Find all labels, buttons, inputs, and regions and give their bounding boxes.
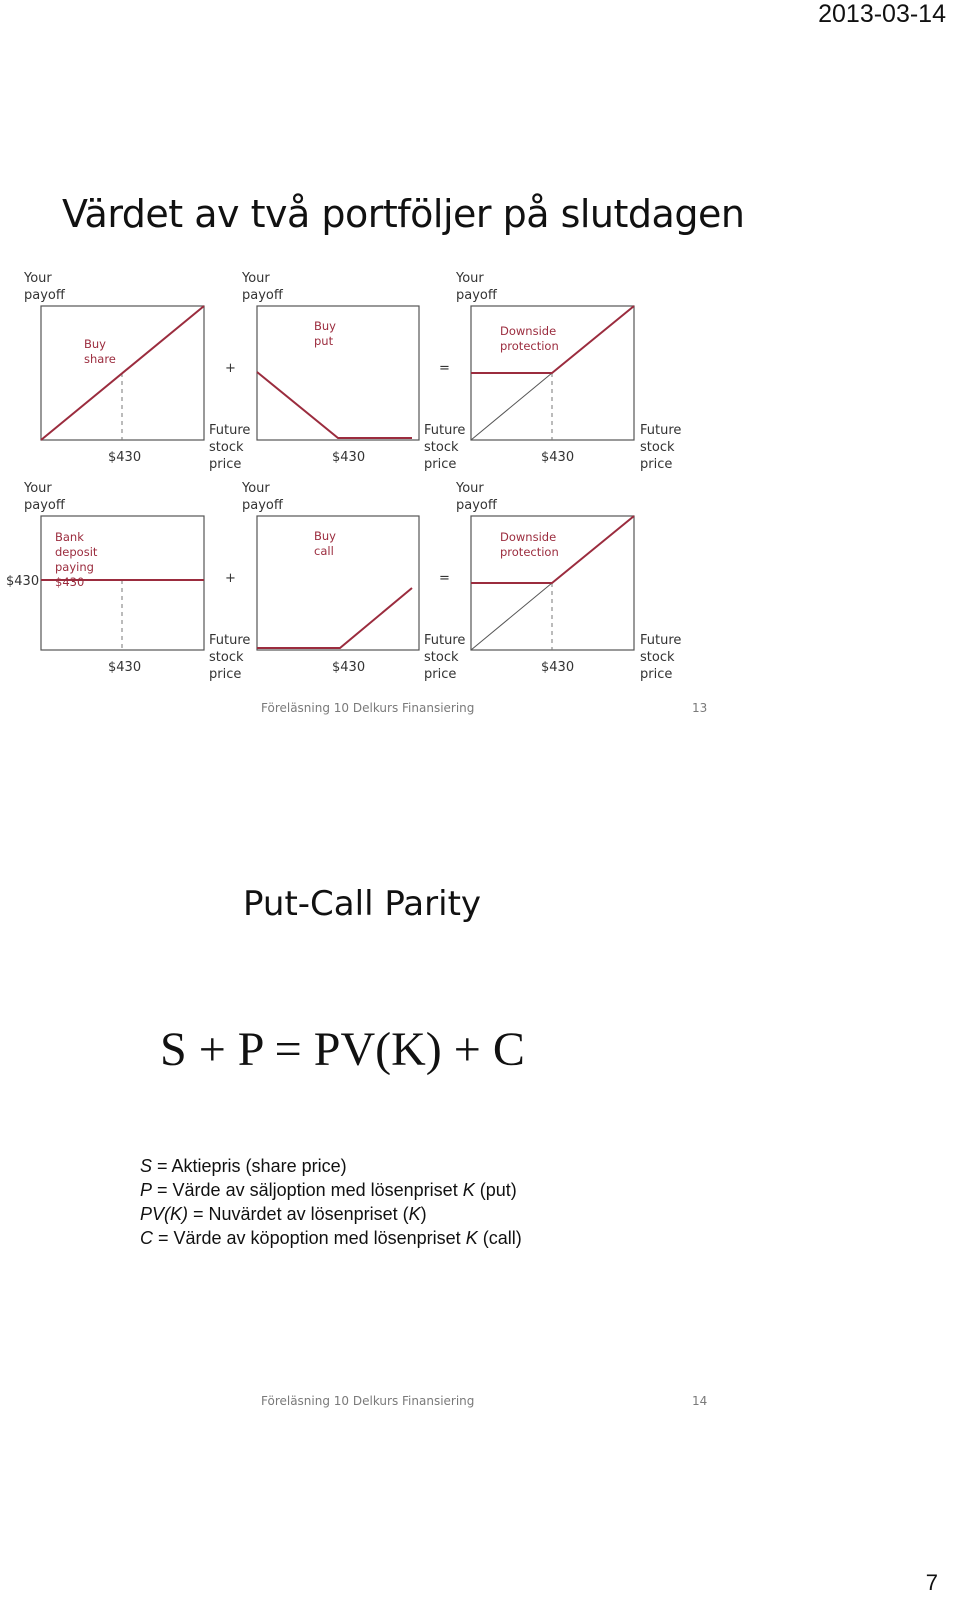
y-axis-label: Your payoff <box>456 271 497 303</box>
slide-footer: Föreläsning 10 Delkurs Finansiering <box>261 701 475 715</box>
slide-title: Put-Call Parity <box>243 884 482 924</box>
slide-number: 14 <box>692 1394 708 1408</box>
strike-label: $430 <box>108 660 142 675</box>
slide-number: 13 <box>692 701 708 715</box>
slide-footer: Föreläsning 10 Delkurs Finansiering <box>261 1394 475 1408</box>
definition-p: P = Värde av säljoption med lösenpriset K (put) <box>140 1180 517 1200</box>
strike-label: $430 <box>108 450 142 465</box>
page-number: 7 <box>925 1570 938 1595</box>
plus-operator: + <box>225 571 236 586</box>
definition-s: S = Aktiepris (share price) <box>140 1156 347 1176</box>
chart-downside-protection-bottom-svg <box>0 0 960 720</box>
y-axis-label: Your payoff <box>242 481 283 513</box>
bank-level-label: $430 <box>6 574 40 589</box>
downside-protection-label: Downside protection <box>500 324 559 353</box>
buy-put-label: Buy put <box>314 319 336 348</box>
x-axis-label: Future stock price <box>640 633 682 682</box>
definitions-list <box>140 1154 522 1250</box>
y-axis-label: Your payoff <box>24 271 65 303</box>
y-axis-label: Your payoff <box>242 271 283 303</box>
definition-c: C = Värde av köpoption med lösenpriset K (call) <box>140 1228 522 1248</box>
document-date: 2013-03-14 <box>818 0 946 28</box>
x-axis-label: Future stock price <box>209 423 251 472</box>
downside-protection-label: Downside protection <box>500 530 559 559</box>
plus-operator: + <box>225 361 236 376</box>
x-axis-label: Future stock price <box>640 423 682 472</box>
diagonal-reference-line <box>471 583 552 650</box>
bank-deposit-label: Bank deposit paying $430 <box>55 530 98 589</box>
put-call-parity-formula: S + P = PV(K) + C <box>160 1023 525 1076</box>
y-axis-label: Your payoff <box>456 481 497 513</box>
equals-operator: = <box>439 571 450 586</box>
x-axis-label: Future stock price <box>209 633 251 682</box>
slide-title: Värdet av två portföljer på slutdagen <box>62 192 745 236</box>
strike-label: $430 <box>332 660 366 675</box>
x-axis-label: Future stock price <box>424 423 466 472</box>
definition-pvk: PV(K) = Nuvärdet av lösenpriset (K) <box>140 1204 427 1224</box>
strike-label: $430 <box>332 450 366 465</box>
y-axis-label: Your payoff <box>24 481 65 513</box>
buy-call-label: Buy call <box>314 529 336 558</box>
strike-label: $430 <box>541 660 575 675</box>
x-axis-label: Future stock price <box>424 633 466 682</box>
equals-operator: = <box>439 361 450 376</box>
buy-share-label: Buy share <box>84 337 116 366</box>
strike-label: $430 <box>541 450 575 465</box>
